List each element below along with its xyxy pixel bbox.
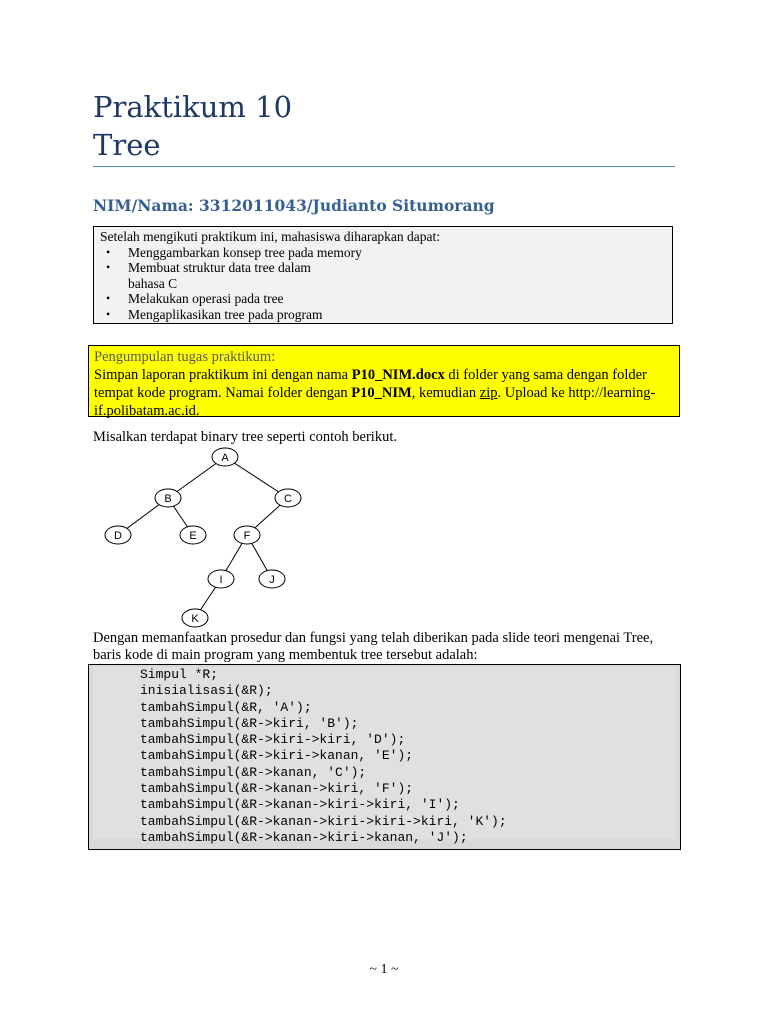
code-line: tambahSimpul(&R->kanan->kiri->kiri->kiri, 'K');	[140, 813, 507, 829]
objectives-box	[93, 226, 673, 324]
intro-paragraph: Misalkan terdapat binary tree seperti contoh berikut.	[93, 429, 397, 445]
code-line: tambahSimpul(&R->kiri->kanan, 'E');	[140, 748, 414, 764]
tree-node-a	[212, 448, 238, 466]
title-divider	[93, 166, 675, 167]
title-line-2: Tree	[93, 128, 161, 162]
code-line: tambahSimpul(&R->kanan->kiri, 'F');	[140, 781, 414, 797]
code-line: tambahSimpul(&R->kiri, 'B');	[140, 715, 359, 731]
tree-node-b	[155, 489, 181, 507]
zip-link: zip	[479, 385, 498, 401]
report-filename: P10_NIM.docx	[351, 367, 445, 383]
objective-item: • Membuat struktur data tree dalam	[106, 260, 311, 275]
page-number: ~ 1 ~	[369, 962, 399, 977]
tree-node-i	[208, 570, 234, 588]
objective-item: • Melakukan operasi pada tree	[106, 291, 284, 306]
bullet-icon: •	[106, 306, 111, 321]
objective-item: • Menggambarkan konsep tree pada memory	[106, 244, 362, 260]
code-line: tambahSimpul(&R->kanan->kiri->kanan, 'J');	[140, 829, 468, 845]
tree-node-f	[234, 526, 260, 544]
svg-text:D: D	[114, 530, 122, 542]
bullet-icon: •	[106, 260, 111, 274]
code-line: Simpul *R;	[140, 667, 219, 682]
objectives-list	[100, 245, 666, 323]
bullet-icon: •	[106, 244, 111, 259]
objectives-intro: Setelah mengikuti praktikum ini, mahasiswa diharapkan dapat:	[100, 229, 441, 244]
code-line: inisialisasi(&R);	[140, 683, 273, 699]
description-paragraph: Dengan memanfaatkan prosedur dan fungsi yang telah diberikan pada slide teori mengenai Tree, baris kode di main program yang membentuk tree tersebut adalah:	[93, 630, 654, 663]
code-line: tambahSimpul(&R->kiri->kiri, 'D');	[140, 732, 406, 748]
folder-name: P10_NIM	[351, 385, 412, 401]
page-title	[93, 88, 292, 164]
code-line: tambahSimpul(&R->kanan, 'C');	[140, 764, 367, 780]
svg-text:I: I	[219, 574, 223, 586]
code-line: tambahSimpul(&R, 'A');	[140, 699, 312, 715]
code-lines	[93, 667, 676, 845]
tree-node-j	[259, 570, 285, 588]
tree-node-d	[105, 526, 131, 544]
title-line-1: Praktikum 10	[93, 90, 293, 124]
objective-item-continuation: bahasa C	[128, 275, 178, 291]
svg-text:B: B	[164, 493, 172, 505]
bullet-icon: •	[106, 291, 111, 305]
tree-node-e	[180, 526, 206, 544]
tree-node-k	[182, 609, 208, 627]
svg-text:C: C	[284, 493, 292, 505]
submission-header: Pengumpulan tugas praktikum:	[94, 349, 276, 365]
submission-instructions: Pengumpulan tugas praktikum: Simpan laporan praktikum ini dengan nama P10_NIM.docx di folder yang sama dengan folder tempat kode program. Namai folder dengan P10_NIM, kemudian zip. Upload ke http://learning-if.polibatam.ac.id.	[88, 345, 680, 417]
svg-text:A: A	[221, 452, 229, 464]
svg-text:E: E	[189, 530, 197, 542]
binary-tree-diagram	[100, 445, 310, 630]
code-block	[88, 664, 681, 850]
svg-text:J: J	[269, 574, 275, 586]
student-id-name: NIM/Nama: 3312011043/Judianto Situmorang	[93, 196, 495, 215]
svg-text:K: K	[191, 613, 199, 625]
tree-node-c	[275, 489, 301, 507]
code-line: tambahSimpul(&R->kanan->kiri->kiri, 'I');	[140, 797, 460, 813]
svg-text:F: F	[243, 530, 251, 542]
objective-item: • Mengaplikasikan tree pada program	[106, 306, 323, 322]
